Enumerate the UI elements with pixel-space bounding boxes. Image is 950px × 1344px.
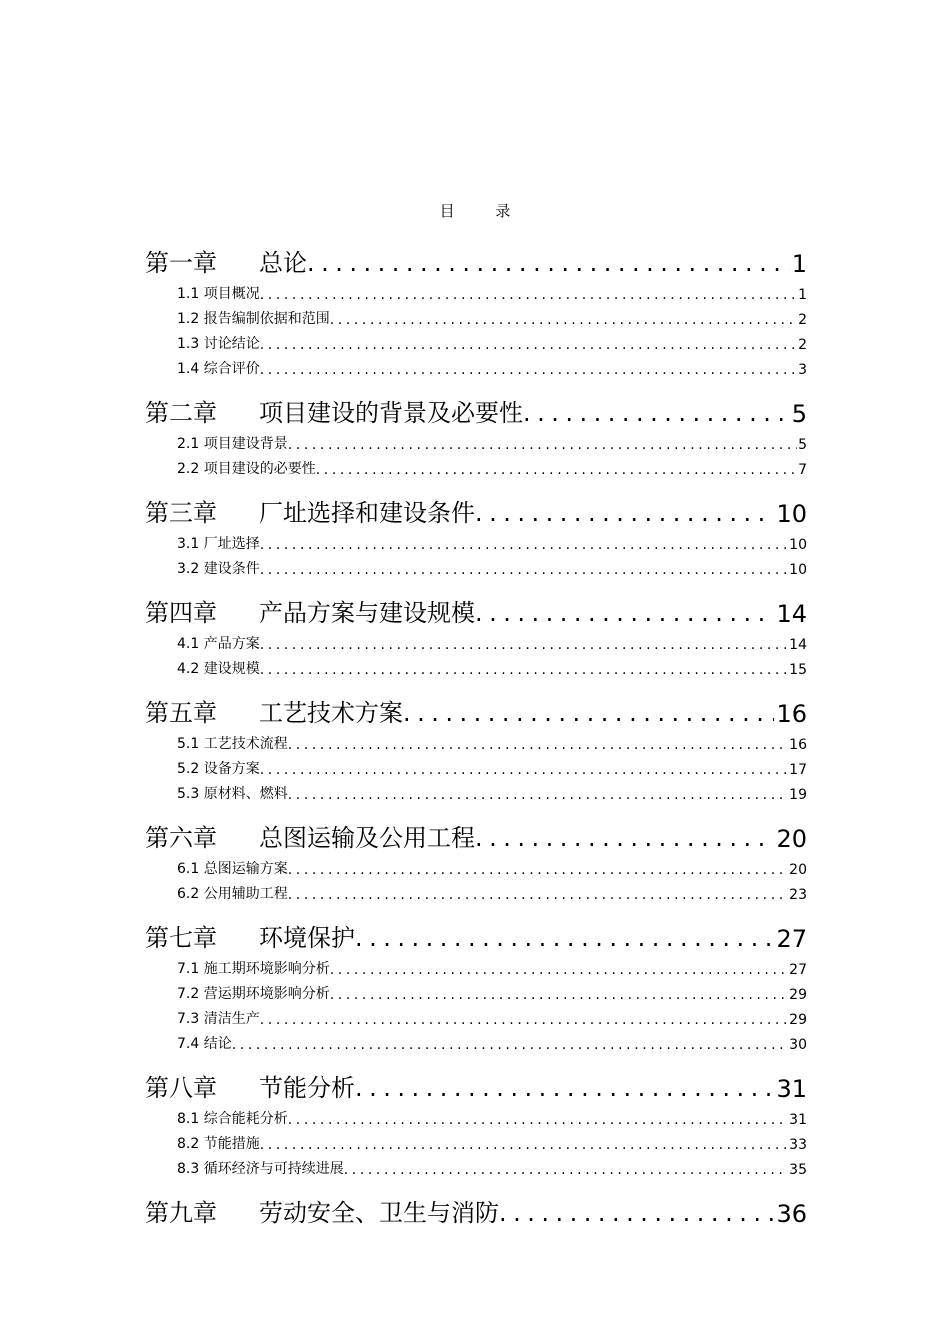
chapter-heading <box>145 693 403 728</box>
section-title: 1.4 综合评价 <box>177 361 260 377</box>
dot-leader <box>403 699 774 727</box>
section-title: 6.1 总图运输方案 <box>177 861 288 877</box>
section-page-number: 20 <box>789 862 807 878</box>
section-title: 1.1 项目概况 <box>177 286 260 302</box>
chapter-title: 项目建设的背景及必要性 <box>259 399 523 427</box>
section-title: 1.3 讨论结论 <box>177 336 260 352</box>
chapter-page-number: 5 <box>791 400 807 428</box>
dot-leader <box>523 399 790 427</box>
dot-leader <box>499 1199 774 1227</box>
toc-section-entry[interactable] <box>145 1153 807 1178</box>
section-title: 8.1 综合能耗分析 <box>177 1111 288 1127</box>
toc-section-entry[interactable] <box>145 878 807 903</box>
section-page-number: 31 <box>789 1112 807 1128</box>
dot-leader <box>288 1112 788 1128</box>
toc-section-entry[interactable] <box>145 853 807 878</box>
chapter-heading <box>145 818 475 853</box>
chapter-page-number: 36 <box>776 1200 807 1228</box>
toc-section-entry[interactable] <box>145 1028 807 1053</box>
toc-section-entry[interactable] <box>145 353 807 378</box>
section-page-number: 2 <box>798 337 807 353</box>
dot-leader <box>260 1137 788 1153</box>
section-page-number: 5 <box>798 437 807 453</box>
toc-section-entry[interactable] <box>145 628 807 653</box>
chapter-title: 节能分析 <box>259 1074 355 1102</box>
chapter-number: 第三章 <box>145 499 217 527</box>
section-page-number: 29 <box>789 1012 807 1028</box>
toc-section-entry[interactable] <box>145 778 807 803</box>
toc-section-entry[interactable] <box>145 303 807 328</box>
toc-section-entry[interactable] <box>145 753 807 778</box>
section-title: 1.2 报告编制依据和范围 <box>177 311 330 327</box>
section-page-number: 27 <box>789 962 807 978</box>
chapter-title: 劳动安全、卫生与消防 <box>259 1199 499 1227</box>
dot-leader <box>316 462 797 478</box>
section-title: 5.1 工艺技术流程 <box>177 736 288 752</box>
toc-chapter-entry[interactable] <box>145 678 807 728</box>
chapter-heading <box>145 1193 499 1228</box>
chapter-heading <box>145 918 355 953</box>
section-title: 5.3 原材料、燃料 <box>177 786 288 802</box>
toc-section-entry[interactable] <box>145 978 807 1003</box>
dot-leader <box>288 887 788 903</box>
section-title: 4.2 建设规模 <box>177 661 260 677</box>
toc-section-entry[interactable] <box>145 328 807 353</box>
section-page-number: 3 <box>798 362 807 378</box>
section-page-number: 2 <box>798 312 807 328</box>
section-page-number: 35 <box>789 1162 807 1178</box>
section-title: 8.2 节能措施 <box>177 1136 260 1152</box>
chapter-heading <box>145 593 475 628</box>
toc-section-entry[interactable] <box>145 1103 807 1128</box>
dot-leader <box>330 312 797 328</box>
chapter-title: 工艺技术方案 <box>259 699 403 727</box>
section-page-number: 1 <box>798 287 807 303</box>
dot-leader <box>260 362 797 378</box>
dot-leader <box>260 337 797 353</box>
chapter-number: 第五章 <box>145 699 217 727</box>
chapter-number: 第一章 <box>145 249 217 277</box>
dot-leader <box>307 249 790 277</box>
toc-chapter-entry[interactable] <box>145 903 807 953</box>
section-page-number: 16 <box>789 737 807 753</box>
section-page-number: 17 <box>789 762 807 778</box>
section-page-number: 29 <box>789 987 807 1003</box>
toc-section-entry[interactable] <box>145 553 807 578</box>
chapter-heading <box>145 243 307 278</box>
chapter-page-number: 27 <box>776 925 807 953</box>
toc-chapter-entry[interactable] <box>145 803 807 853</box>
toc-section-entry[interactable] <box>145 453 807 478</box>
dot-leader <box>330 962 788 978</box>
dot-leader <box>288 787 788 803</box>
chapter-number: 第七章 <box>145 924 217 952</box>
toc-section-entry[interactable] <box>145 428 807 453</box>
section-title: 5.2 设备方案 <box>177 761 260 777</box>
toc-section-entry[interactable] <box>145 1128 807 1153</box>
dot-leader <box>260 662 788 678</box>
section-title: 3.2 建设条件 <box>177 561 260 577</box>
dot-leader <box>355 1074 774 1102</box>
section-page-number: 30 <box>789 1037 807 1053</box>
chapter-title: 总论 <box>259 249 307 277</box>
section-page-number: 19 <box>789 787 807 803</box>
toc-chapter-entry[interactable] <box>145 378 807 428</box>
dot-leader <box>260 287 797 303</box>
dot-leader <box>260 1012 788 1028</box>
dot-leader <box>260 537 788 553</box>
dot-leader <box>475 824 774 852</box>
chapter-number: 第八章 <box>145 1074 217 1102</box>
section-page-number: 10 <box>789 537 807 553</box>
chapter-number: 第二章 <box>145 399 217 427</box>
chapter-page-number: 10 <box>776 500 807 528</box>
dot-leader <box>475 599 774 627</box>
toc-chapter-entry[interactable] <box>145 578 807 628</box>
toc-section-entry[interactable] <box>145 953 807 978</box>
chapter-title: 总图运输及公用工程 <box>259 824 475 852</box>
dot-leader <box>344 1162 788 1178</box>
dot-leader <box>475 499 774 527</box>
section-title: 7.1 施工期环境影响分析 <box>177 961 330 977</box>
table-of-contents <box>145 228 807 1228</box>
section-title: 6.2 公用辅助工程 <box>177 886 288 902</box>
toc-chapter-entry[interactable] <box>145 478 807 528</box>
dot-leader <box>232 1037 788 1053</box>
section-title: 8.3 循环经济与可持续进展 <box>177 1161 344 1177</box>
section-title: 7.4 结论 <box>177 1036 232 1052</box>
dot-leader <box>288 437 797 453</box>
toc-chapter-entry[interactable] <box>145 1053 807 1103</box>
section-title: 7.2 营运期环境影响分析 <box>177 986 330 1002</box>
toc-chapter-entry[interactable] <box>145 228 807 278</box>
section-title: 2.2 项目建设的必要性 <box>177 461 316 477</box>
section-page-number: 14 <box>789 637 807 653</box>
dot-leader <box>288 737 788 753</box>
dot-leader <box>260 562 788 578</box>
chapter-heading <box>145 493 475 528</box>
chapter-page-number: 1 <box>791 250 807 278</box>
section-page-number: 23 <box>789 887 807 903</box>
section-title: 7.3 清洁生产 <box>177 1011 260 1027</box>
chapter-heading <box>145 393 523 428</box>
section-page-number: 15 <box>789 662 807 678</box>
chapter-page-number: 16 <box>776 700 807 728</box>
chapter-page-number: 14 <box>776 600 807 628</box>
chapter-page-number: 31 <box>776 1075 807 1103</box>
toc-section-entry[interactable] <box>145 653 807 678</box>
chapter-heading <box>145 1068 355 1103</box>
dot-leader <box>260 637 788 653</box>
chapter-number: 第六章 <box>145 824 217 852</box>
dot-leader <box>330 987 788 1003</box>
toc-section-entry[interactable] <box>145 728 807 753</box>
chapter-number: 第四章 <box>145 599 217 627</box>
chapter-title: 厂址选择和建设条件 <box>259 499 475 527</box>
toc-section-entry[interactable] <box>145 528 807 553</box>
toc-section-entry[interactable] <box>145 278 807 303</box>
toc-chapter-entry[interactable] <box>145 1178 807 1228</box>
dot-leader <box>260 762 788 778</box>
chapter-title: 产品方案与建设规模 <box>259 599 475 627</box>
section-title: 2.1 项目建设背景 <box>177 436 288 452</box>
dot-leader <box>288 862 788 878</box>
chapter-title: 环境保护 <box>259 924 355 952</box>
section-title: 4.1 产品方案 <box>177 636 260 652</box>
toc-section-entry[interactable] <box>145 1003 807 1028</box>
dot-leader <box>355 924 774 952</box>
toc-heading: 目 录 <box>439 202 529 220</box>
section-title: 3.1 厂址选择 <box>177 536 260 552</box>
chapter-page-number: 20 <box>776 825 807 853</box>
section-page-number: 10 <box>789 562 807 578</box>
chapter-number: 第九章 <box>145 1199 217 1227</box>
section-page-number: 7 <box>798 462 807 478</box>
section-page-number: 33 <box>789 1137 807 1153</box>
